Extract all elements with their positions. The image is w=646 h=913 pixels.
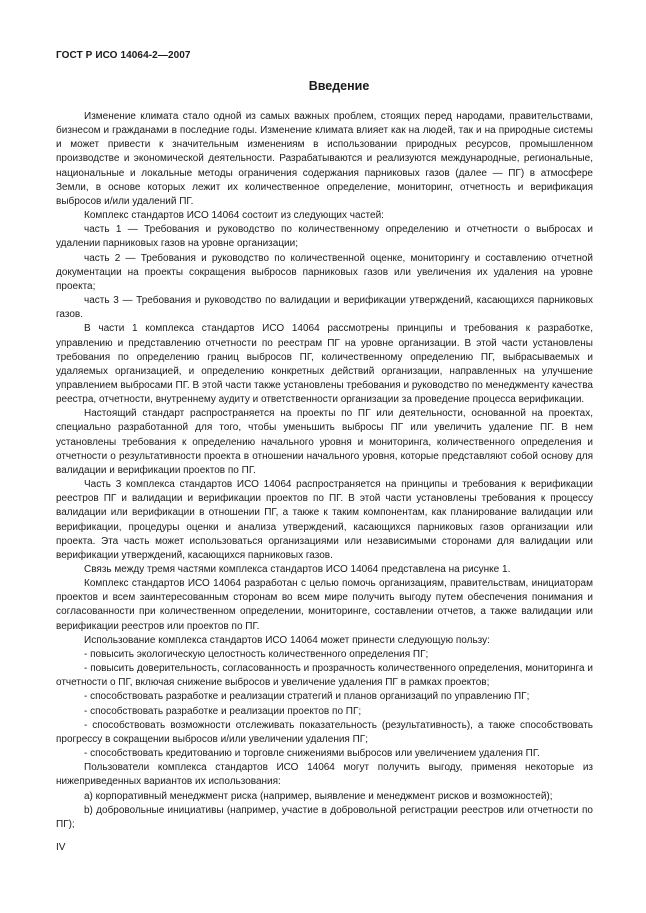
paragraph: Комплекс стандартов ИСО 14064 разработан с целью помочь организациям, правительствам, инициаторам проектов и всем заинтересованным сторонам во всем мире получить выгоду путем обеспечения понимания и согласованности при количественном определении, мониторинге, составлении отчетов, а также валидации или верификации реестров или проектов по ПГ. xyxy=(56,578,593,632)
section-title: Введение xyxy=(308,79,370,93)
paragraph: Часть 3 комплекса стандартов ИСО 14064 распространяется на принципы и требования к верификации реестров ПГ и валидации и верификации проектов по ПГ. В этой части установлены требования к процессу валидации или верификации в отношении ПГ, а также к таким компонентам, как планирование валидации или верификации, процедуры оценки и анализа утверждений, касающихся парниковых газов организации или проекта. Эта часть может использоваться организациями или независимыми сторонами для валидации или верификации утверждений, касающихся парниковых газов. xyxy=(56,479,593,561)
list-item: - способствовать кредитованию и торговле снижениями выбросов или увеличением удаления ПГ. xyxy=(84,748,540,760)
document-header: ГОСТ Р ИСО 14064-2—2007 xyxy=(56,50,191,61)
body-text xyxy=(56,110,593,832)
paragraph: В части 1 комплекса стандартов ИСО 14064 рассмотрены принципы и требования к разработке, управлению и представлению отчетности по реестрам ПГ на уровне организации. В этой части установлены требования по определению границ выбросов ПГ, количественному определению ПГ, выбрасываемых и удаляемых организацией, и определению конкретных действий организации, направленных на улучшение управлением выбросами ПГ. В этой части также установлены требования и руководство по менеджменту качества реестра, отчетности, внутреннему аудиту и ответственности организации за проведение процесса верификации. xyxy=(56,323,593,406)
page-number: IV xyxy=(56,842,66,853)
list-item: - повысить доверительность, согласованность и прозрачность количественного определения, мониторинга и отчетности о ПГ, включая снижение выбросов и увеличение удаления ПГ в рамках проектов; xyxy=(56,663,593,689)
list-item: - способствовать разработке и реализации стратегий и планов организаций по управлению ПГ; xyxy=(84,691,530,703)
paragraph: Комплекс стандартов ИСО 14064 состоит из следующих частей: xyxy=(84,210,384,222)
paragraph: часть 1 — Требования и руководство по количественному определению и отчетности о выбросах и удалении парниковых газов на уровне организации; xyxy=(56,224,593,250)
paragraph: часть 3 — Требования и руководство по валидации и верификации утверждений, касающихся парниковых газов. xyxy=(56,295,593,321)
list-item: b) добровольные инициативы (например, участие в добровольной регистрации реестров или отчетности по ПГ); xyxy=(56,804,593,830)
paragraph: Изменение климата стало одной из самых важных проблем, стоящих перед народами, правительствами, бизнесом и гражданами в последние годы. Изменение климата влияет как на людей, так и на природные системы и может привести к значительным изменениям в использовании природных ресурсов, промышленном производстве и экономической деятельности. Разрабатываются и реализуются международные, региональные, национальные и локальные методы ограничения содержания парниковых газов (далее — ПГ) в атмосфере Земли, в основе которых лежит их количественное определение, мониторинг, отчетность и верификация выбросов и/или удалений ПГ. xyxy=(56,111,593,207)
paragraph: Настоящий стандарт распространяется на проекты по ПГ или деятельности, основанной на проектах, специально разработанной для того, чтобы уменьшить выбросы ПГ или увеличить удаление ПГ. В нем установлены требования к определению начального уровня и мониторинга, количественного определения и отчетности о результативности проекта в отношении начального уровня, которые представляют собой основу для валидации и верификации проектов по ПГ. xyxy=(56,408,593,476)
paragraph: Пользователи комплекса стандартов ИСО 14064 могут получить выгоду, применяя некоторые из нижеприведенных вариантов их использования: xyxy=(56,762,593,788)
list-item: - повысить экологическую целостность количественного определения ПГ; xyxy=(84,648,429,660)
paragraph: Связь между тремя частями комплекса стандартов ИСО 14064 представлена на рисунке 1. xyxy=(84,564,511,575)
paragraph: Использование комплекса стандартов ИСО 14064 может принести следующую пользу: xyxy=(84,634,490,646)
list-item: а) корпоративный менеджмент риска (например, выявление и менеджмент рисков и возможностей); xyxy=(84,790,553,802)
list-item: - способствовать разработке и реализации проектов по ПГ; xyxy=(84,705,362,717)
paragraph: часть 2 — Требования и руководство по количественной оценке, мониторингу и составлению отчетной документации на проекты сокращения выбросов парниковых газов или увеличения их удаления на уровне проекта; xyxy=(56,252,593,292)
list-item: - способствовать возможности отслеживать показательность (результативность), а также способствовать прогрессу в сокращении выбросов и/или увеличении удаления ПГ; xyxy=(56,719,593,745)
